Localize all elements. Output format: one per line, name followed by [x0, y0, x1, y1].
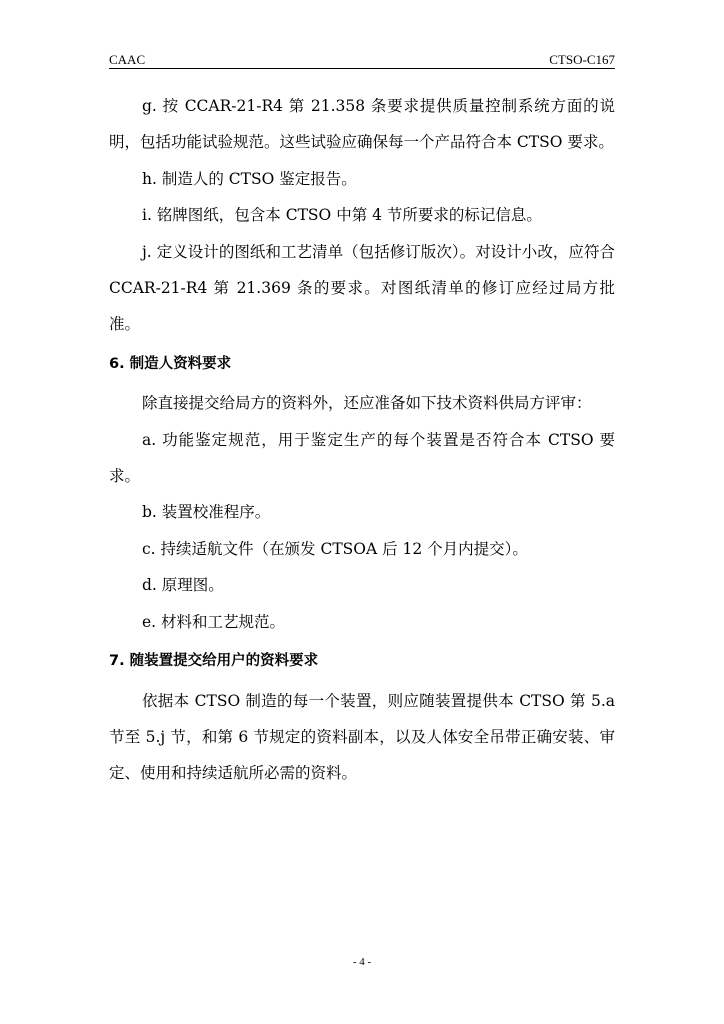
header-left-text: CAAC [109, 52, 146, 67]
paragraph-d: d. 原理图。 [142, 576, 224, 595]
paragraph-e: e. 材料和工艺规范。 [142, 612, 286, 631]
paragraph-i: i. 铭牌图纸，包含本 CTSO 中第 4 节所要求的标记信息。 [142, 206, 542, 225]
paragraph-h: h. 制造人的 CTSO 鉴定报告。 [142, 169, 357, 188]
page-header [109, 52, 615, 69]
paragraph-a: a. 功能鉴定规范，用于鉴定生产的每个装置是否符合本 CTSO 要求。 [109, 430, 615, 486]
section-heading-7: 7. 随装置提交给用户的资料要求 [109, 653, 319, 670]
document-body [109, 88, 615, 792]
paragraph-j: j. 定义设计的图纸和工艺清单（包括修订版次）。对设计小改，应符合 CCAR-21-R4 第 21.369 条的要求。对图纸清单的修订应经过局方批准。 [109, 242, 615, 334]
page-number: - 4 - [352, 956, 372, 968]
section-heading-6: 6. 制造人资料要求 [109, 355, 232, 372]
paragraph-intro-6: 除直接提交给局方的资料外，还应准备如下技术资料供局方评审： [142, 394, 592, 413]
paragraph-b: b. 装置校准程序。 [142, 503, 271, 522]
header-right-text: CTSO-C167 [549, 52, 615, 67]
paragraph-section-7: 依据本 CTSO 制造的每一个装置，则应随装置提供本 CTSO 第 5.a 节至 5.j 节，和第 6 节规定的资料副本，以及人体安全吊带正确安装、审定、使用和持续适航所必需的资料。 [109, 691, 615, 783]
paragraph-g: g. 按 CCAR-21-R4 第 21.358 条要求提供质量控制系统方面的说明，包括功能试验规范。这些试验应确保每一个产品符合本 CTSO 要求。 [109, 97, 615, 152]
paragraph-c: c. 持续适航文件（在颁发 CTSOA 后 12 个月内提交）。 [142, 539, 528, 558]
